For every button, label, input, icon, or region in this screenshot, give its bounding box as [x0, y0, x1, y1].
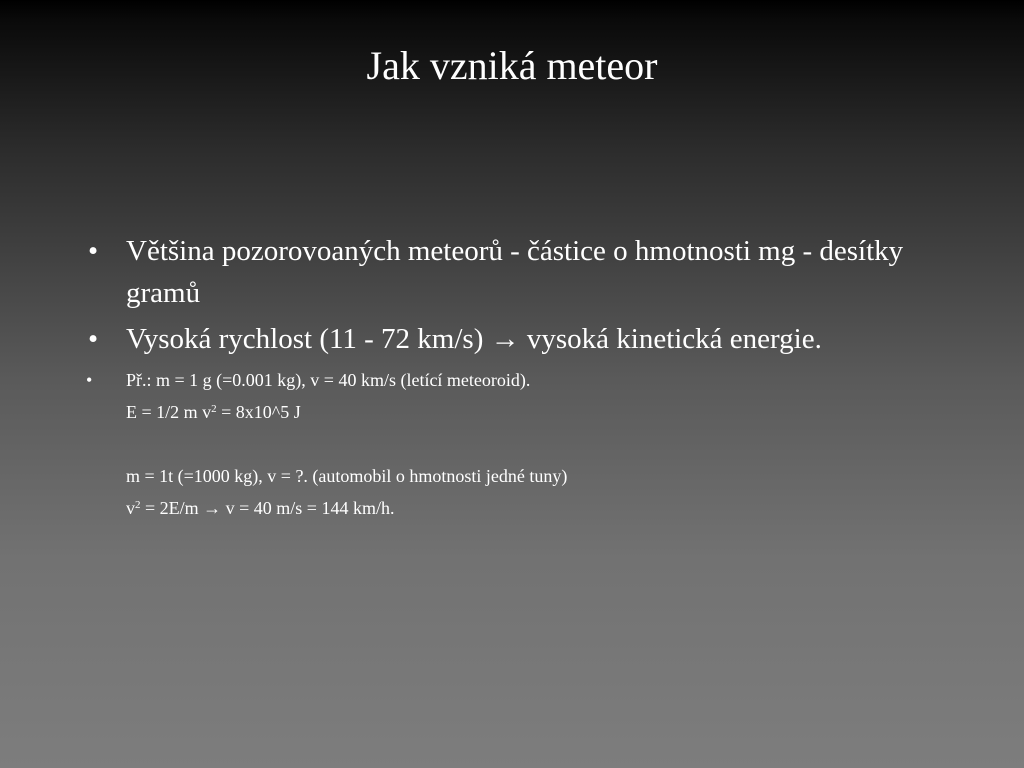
slide-title: Jak vzniká meteor [366, 43, 658, 88]
bullet-item [86, 364, 946, 396]
bullet-text: Vysoká rychlost (11 - 72 km/s) → vysoká kinetická energie. [126, 323, 822, 355]
car-example: m = 1t (=1000 kg), v = ?. (automobil o hmotnosti jedné tuny) [126, 466, 568, 486]
spacer [86, 428, 946, 460]
velocity-equation [86, 492, 946, 524]
bullet-item [86, 318, 946, 360]
bullet-marker: • [88, 323, 99, 355]
bullet-text: Př.: m = 1 g (=0.001 kg), v = 40 km/s (letící meteoroid). [126, 370, 531, 390]
bullet-text: Většina pozorovoaných meteorů - částice o hmotnosti mg - desítky gramů [126, 235, 904, 309]
energy-suffix: = 8x10^5 J [216, 402, 301, 422]
velocity-suffix: = 2E/m → v = 40 m/s = 144 km/h. [140, 498, 395, 518]
velocity-prefix: v [126, 498, 135, 518]
energy-prefix: E = 1/2 m v [126, 402, 212, 422]
velocity-exponent: 2 [135, 499, 141, 511]
slide-content [86, 230, 946, 524]
bullet-item [86, 230, 946, 314]
energy-equation [86, 396, 946, 428]
bullet-marker: • [88, 235, 99, 267]
bullet-marker: • [86, 370, 93, 390]
energy-exponent: 2 [211, 403, 217, 415]
